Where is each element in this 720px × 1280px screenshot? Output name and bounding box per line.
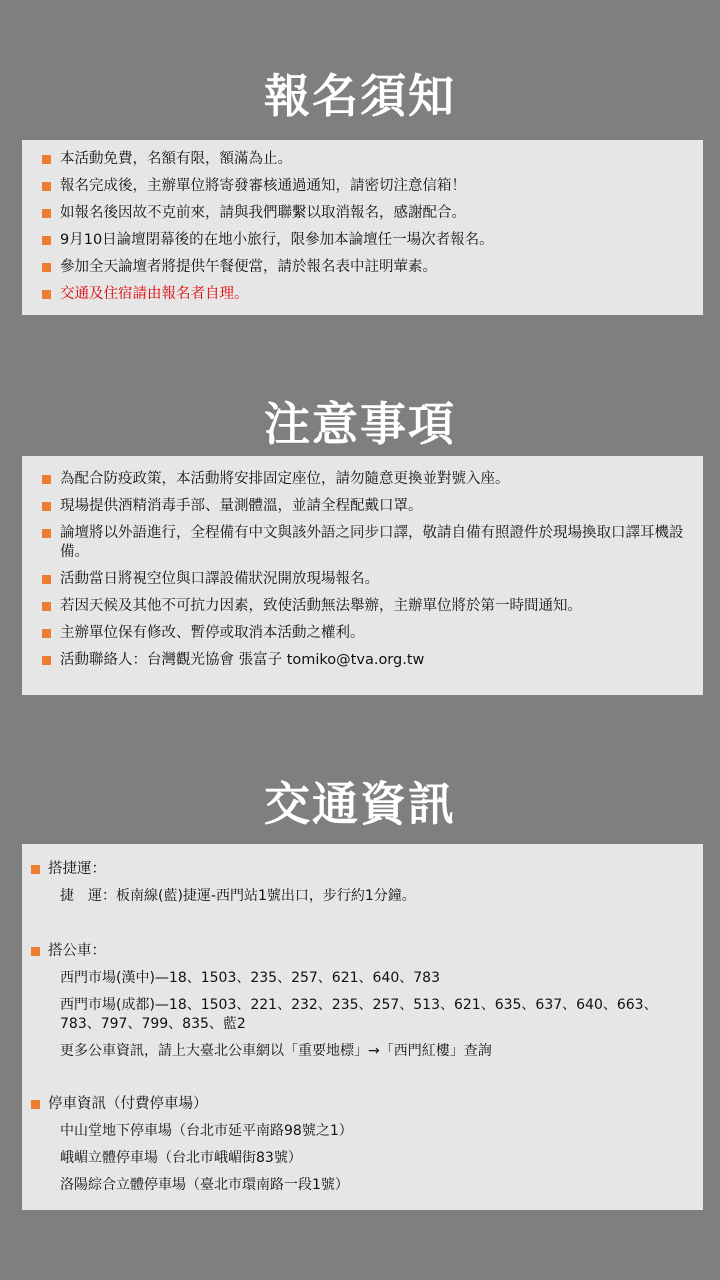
list-item: 9月10日論壇閉幕後的在地小旅行，限參加本論壇任一場次者報名。 [22,231,703,250]
traffic-title: 交通資訊 [264,777,456,831]
bullet-square-icon [42,502,51,511]
registration-box [22,140,703,315]
bullet-square-icon [42,236,51,245]
list-item: 主辦單位保有修改、暫停或取消本活動之權利。 [22,624,703,643]
parking-heading: 停車資訊（付費停車場） [22,1095,703,1114]
bullet-square-icon [42,155,51,164]
parking-line-luoyang: 洛陽綜合立體停車場（臺北市環南路一段1號） [60,1177,349,1193]
notice-title: 注意事項 [264,397,456,451]
traffic-box [22,844,703,1210]
registration-title: 報名須知 [264,69,456,123]
list-item: 若因天候及其他不可抗力因素，致使活動無法舉辦，主辦單位將於第一時間通知。 [22,597,703,616]
notice-box [22,456,703,695]
bullet-square-icon [42,209,51,218]
bullet-square-icon [42,290,51,299]
bullet-square-icon [42,602,51,611]
mrt-line: 捷 運：板南線(藍)捷運-西門站1號出口，步行約1分鐘。 [60,888,416,904]
parking-line-emei: 峨嵋立體停車場（台北市峨嵋街83號） [60,1150,302,1166]
bullet-square-icon [42,656,51,665]
bullet-square-icon [31,947,40,956]
bullet-square-icon [42,629,51,638]
bus-more-info: 更多公車資訊，請上大臺北公車網以「重要地標」→「西門紅樓」查詢 [60,1043,492,1059]
bullet-square-icon [42,182,51,191]
list-item: 活動聯絡人：台灣觀光協會 張富子 tomiko@tva.org.tw [22,651,703,670]
list-item: 現場提供酒精消毒手部、量測體溫，並請全程配戴口罩。 [22,497,703,516]
list-item: 為配合防疫政策，本活動將安排固定座位，請勿隨意更換並對號入座。 [22,470,703,489]
bus-line-hanzhong: 西門市場(漢中)—18、1503、235、257、621、640、783 [60,970,440,986]
bullet-square-icon [31,1100,40,1109]
bullet-square-icon [42,263,51,272]
list-item: 本活動免費，名額有限，額滿為止。 [22,150,703,169]
notice-list [22,470,703,670]
mrt-heading: 搭捷運： [22,860,703,879]
list-item: 報名完成後，主辦單位將寄發審核通過通知，請密切注意信箱！ [22,177,703,196]
registration-list [22,150,703,304]
list-item-highlight: 交通及住宿請由報名者自理。 [22,285,703,304]
bus-line-chengdu: 西門市場(成都)—18、1503、221、232、235、257、513、621、635、637、640、663、783、797、799、835、藍2 [60,997,658,1032]
bullet-square-icon [42,529,51,538]
parking-line-zhongshan: 中山堂地下停車場（台北市延平南路98號之1） [60,1123,353,1139]
bullet-square-icon [42,475,51,484]
bullet-square-icon [42,575,51,584]
list-item: 論壇將以外語進行，全程備有中文與該外語之同步口譯，敬請自備有照證件於現場換取口譯耳機設備。 [22,524,703,562]
list-item: 參加全天論壇者將提供午餐便當，請於報名表中註明葷素。 [22,258,703,277]
list-item: 如報名後因故不克前來，請與我們聯繫以取消報名，感謝配合。 [22,204,703,223]
bullet-square-icon [31,865,40,874]
list-item: 活動當日將視空位與口譯設備狀況開放現場報名。 [22,570,703,589]
bus-heading: 搭公車： [22,942,703,961]
